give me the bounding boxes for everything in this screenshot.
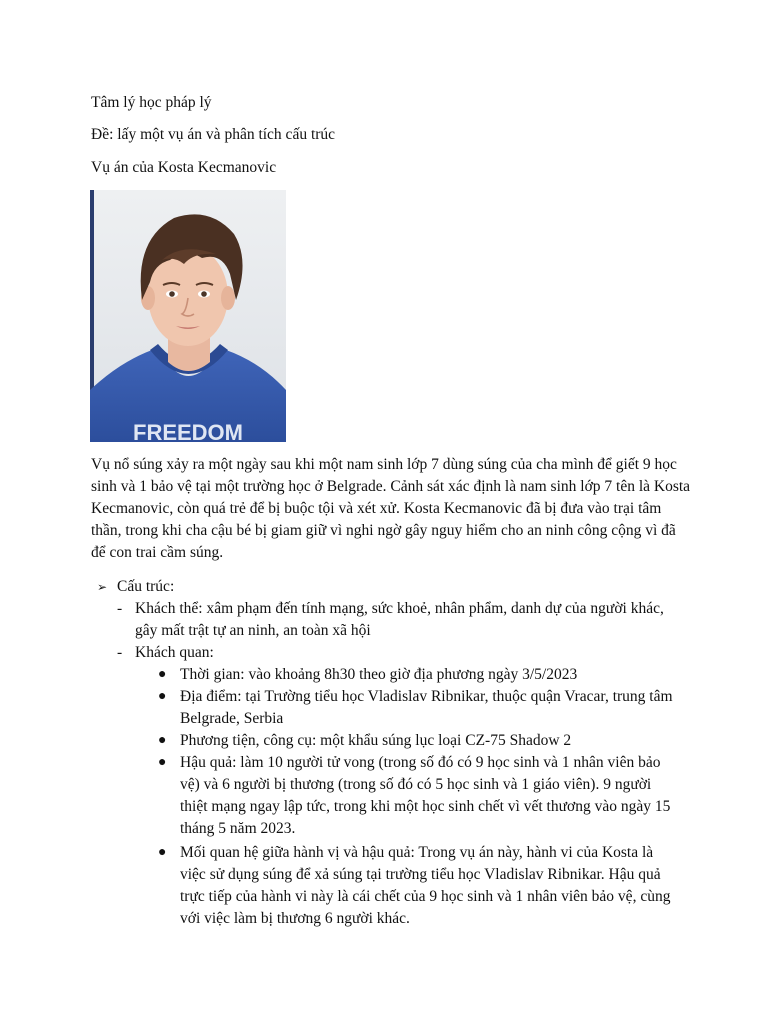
bullet-causality-text: Mối quan hệ giữa hành vị và hậu quả: Trong vụ án này, hành vi của Kosta là việc sử dụng súng để xả súng tại trường tiểu học Vladislav Ribnikar. Hậu quả trực tiếp của hành vi này là cái chết của 9 học sinh và 1 nhân viên bảo vệ, cùng với việc làm bị thương 6 người khác. bbox=[180, 844, 671, 927]
structure-heading bbox=[97, 576, 174, 598]
bullet-consequence-text: Hậu quả: làm 10 người tử vong (trong số đó có 9 học sinh và 1 nhân viên bảo vệ) và 6 người bị thương (trong số đó có 5 học sinh và 1 giáo viên). 9 người thiệt mạng ngay lập tức, trong khi một học sinh chết vì vết thương vào ngày 15 tháng 5 năm 2023. bbox=[180, 754, 671, 837]
bullet-tool-text: Phương tiện, công cụ: một khẩu súng lục loại CZ-75 Shadow 2 bbox=[180, 732, 572, 749]
bullet-dot-icon: ● bbox=[158, 755, 167, 770]
case-title: Vụ án của Kosta Kecmanovic bbox=[91, 159, 277, 176]
document-subject: Tâm lý học pháp lý bbox=[91, 94, 212, 111]
dash-bullet-icon: - bbox=[117, 644, 123, 661]
list-item bbox=[158, 664, 678, 686]
bullet-location-text: Địa điểm: tại Trường tiểu học Vladislav Ribnikar, thuộc quận Vracar, trung tâm Belgrade, Serbia bbox=[180, 688, 673, 727]
objective-item bbox=[117, 642, 677, 664]
case-summary-paragraph: Vụ nổ súng xảy ra một ngày sau khi một nam sinh lớp 7 dùng súng của cha mình để giết 9 học sinh và 1 bảo vệ tại một trường học ở Belgrade. Cảnh sát xác định là nam sinh lớp 7 tên là Kosta Kecmanovic, còn quá trẻ để bị buộc tội và xét xử. Kosta Kecmanovic đã bị đưa vào trại tâm thần, trong khi cha cậu bé bị giam giữ vì nghi ngờ gây nguy hiểm cho an ninh công cộng vì đã để con trai cầm súng. bbox=[91, 456, 691, 561]
portrait-photo bbox=[90, 190, 286, 442]
hoodie-print: FREEDOM bbox=[133, 420, 243, 442]
arrow-bullet-icon: ➢ bbox=[97, 580, 108, 594]
objective-label: Khách quan: bbox=[135, 644, 214, 661]
list-item bbox=[158, 686, 678, 730]
list-item bbox=[158, 730, 678, 752]
list-item bbox=[158, 842, 678, 930]
object-text: Khách thể: xâm phạm đến tính mạng, sức khoẻ, nhân phẩm, danh dự của người khác, gây mất trật tự an ninh, an toàn xã hội bbox=[135, 600, 664, 639]
list-item bbox=[158, 752, 678, 840]
dash-bullet-icon: - bbox=[117, 600, 123, 617]
bullet-dot-icon: ● bbox=[158, 733, 167, 748]
bullet-dot-icon: ● bbox=[158, 845, 167, 860]
bullet-dot-icon: ● bbox=[158, 689, 167, 704]
bullet-time-text: Thời gian: vào khoảng 8h30 theo giờ địa phương ngày 3/5/2023 bbox=[180, 666, 578, 683]
bullet-dot-icon: ● bbox=[158, 667, 167, 682]
document-topic: Đề: lấy một vụ án và phân tích cấu trúc bbox=[91, 126, 336, 143]
structure-label: Cấu trúc: bbox=[117, 578, 175, 595]
object-item bbox=[117, 598, 677, 642]
